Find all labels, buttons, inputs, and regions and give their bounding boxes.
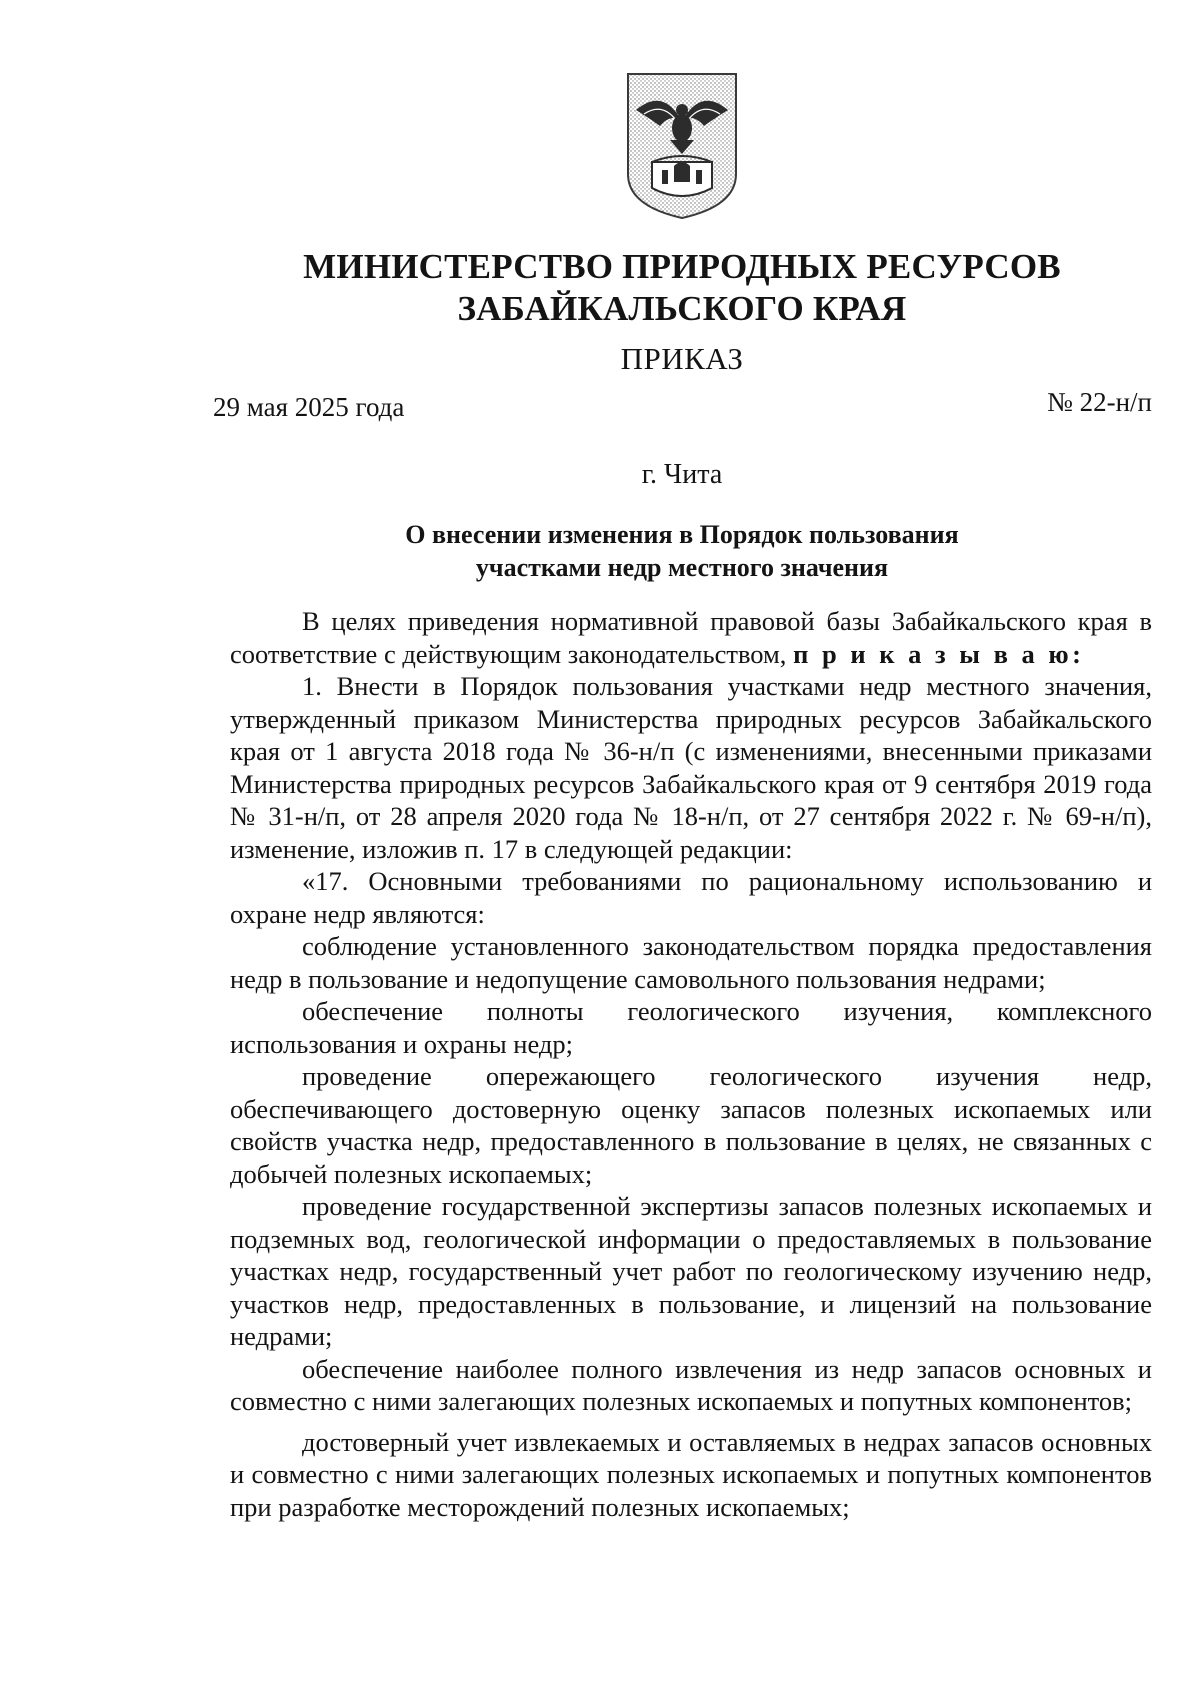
- requirement-paragraph: соблюдение установленного законодательством порядка предоставления недр в пользование и недопущение самовольного пользования недрами;: [230, 931, 1152, 994]
- document-number: № 22-н/п: [1047, 387, 1152, 417]
- requirement-paragraph: обеспечение наиболее полного извлечения из недр запасов основных и совместно с ними залегающих полезных ископаемых и попутных компонентов;: [230, 1353, 1152, 1416]
- document-body: [230, 605, 1152, 1523]
- requirement-paragraph: обеспечение полноты геологического изучения, комплексного использования и охраны недр;: [230, 996, 1152, 1059]
- subject-line2: участками недр местного значения: [475, 553, 889, 582]
- document-date: 29 мая 2025 года: [213, 392, 405, 422]
- document-subject: [82, 518, 1200, 584]
- item1-paragraph: 1. Внести в Порядок пользования участками недр местного значения, утвержденный приказом Министерства природных ресурсов Забайкальского края от 1 августа 2018 года № 36-н/п (с изменениями, внесенными приказами Министерства природных ресурсов Забайкальского края от 9 сентября 2019 года № 31-н/п, от 28 апреля 2020 года № 18-н/п, от 27 сентября 2022 г. № 69-н/п), изменение, изложив п. 17 в следующей редакции:: [230, 671, 1152, 864]
- coat-of-arms-icon: [622, 70, 742, 220]
- requirement-paragraph: проведение государственной экспертизы запасов полезных ископаемых и подземных вод, геологической информации о предоставляемых в пользование участках недр, государственный учет работ по геологическому изучению недр, участков недр, предоставленных в пользование, и лицензий на пользование недрами;: [230, 1191, 1152, 1351]
- organization-name-line1: МИНИСТЕРСТВО ПРИРОДНЫХ РЕСУРСОВ: [303, 247, 1061, 286]
- subject-line1: О внесении изменения в Порядок пользования: [405, 520, 959, 549]
- document-type: ПРИКАЗ: [620, 341, 744, 376]
- p17-intro-paragraph: «17. Основными требованиями по рациональному использованию и охране недр являются:: [230, 866, 1152, 929]
- organization-name-line2: ЗАБАЙКАЛЬСКОГО КРАЯ: [457, 289, 907, 328]
- requirement-paragraph: достоверный учет извлекаемых и оставляемых в недрах запасов основных и совместно с ними залегающих полезных ископаемых и попутных компонентов при разработке месторождений полезных ископаемых;: [230, 1426, 1152, 1522]
- requirement-paragraph: проведение опережающего геологического изучения недр, обеспечивающего достоверную оценку запасов полезных ископаемых или свойств участка недр, предоставленного в пользование в целях, не связанных с добычей полезных ископаемых;: [230, 1061, 1152, 1189]
- document-city: г. Чита: [641, 459, 723, 490]
- preamble-text: В целях приведения нормативной правовой базы Забайкальского края в соответствие с действующим законодательством,: [230, 606, 1152, 669]
- preamble-paragraph: [230, 605, 1152, 670]
- preamble-command: п р и к а з ы в а ю:: [793, 638, 1085, 669]
